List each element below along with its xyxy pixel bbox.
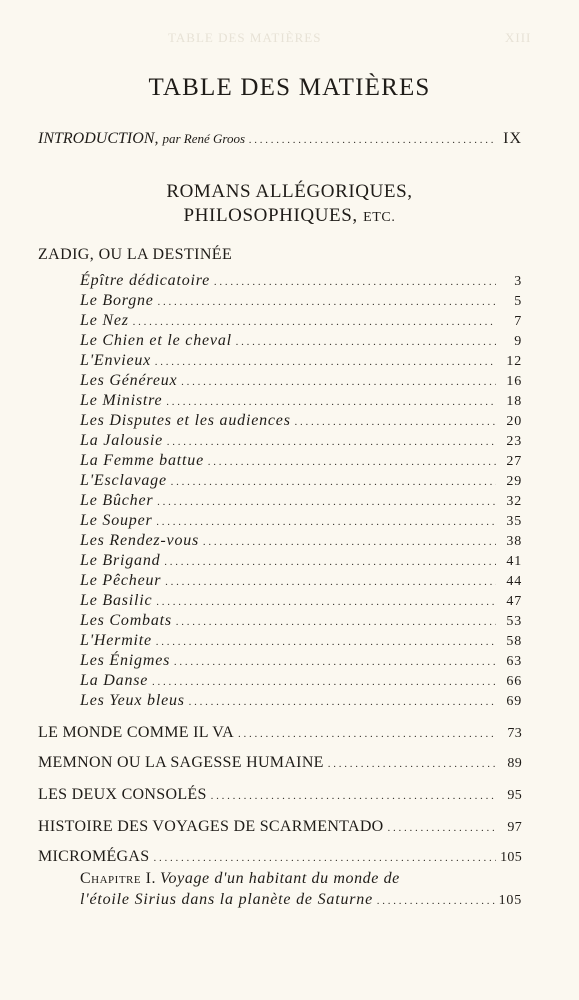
chapter-title: Les Énigmes: [80, 652, 171, 669]
page-number: 89: [507, 756, 522, 771]
toc-entry-chapter: [80, 612, 522, 630]
page-number: 95: [507, 788, 522, 803]
dot-leader: [295, 412, 496, 430]
dot-leader: [164, 552, 496, 570]
page-number: 66: [506, 674, 522, 689]
chapter-number: Chapitre I.: [80, 870, 156, 887]
page-number: 41: [506, 554, 522, 569]
toc-entry-chapter: [80, 392, 522, 410]
dot-leader: [157, 512, 496, 530]
toc-entry-chapter: [80, 632, 522, 650]
page-number: 32: [506, 494, 522, 509]
toc-entry-chapter: [80, 652, 522, 670]
page-number: 9: [514, 334, 522, 349]
dot-leader: [158, 292, 496, 310]
work-title: MEMNON OU LA SAGESSE HUMAINE: [38, 754, 324, 771]
toc-entry-introduction: [38, 130, 522, 148]
chapter-title: Les Généreux: [80, 372, 178, 389]
chapter-title: Le Pêcheur: [80, 572, 162, 589]
page-number: 18: [506, 394, 522, 409]
toc-entry-chapter: [80, 532, 522, 550]
page-title: TABLE DES MATIÈRES: [148, 74, 431, 101]
page-number: IX: [503, 130, 522, 147]
chapter-title: Le Chien et le cheval: [80, 332, 232, 349]
chapter-title: La Jalousie: [80, 432, 164, 449]
dot-leader: [167, 432, 496, 450]
dot-leader: [208, 452, 496, 470]
page-number: 105: [500, 850, 522, 865]
toc-entry-chapter: [80, 312, 522, 330]
toc-entry-work: [38, 754, 522, 772]
page-number: 12: [506, 354, 522, 369]
chapter-title: Le Souper: [80, 512, 153, 529]
chapter-title: Épître dédicatoire: [80, 272, 211, 289]
dot-leader: [176, 612, 496, 630]
page-number: 44: [506, 574, 522, 589]
page-number: 47: [506, 594, 522, 609]
dot-leader: [165, 572, 496, 590]
work-title: MICROMÉGAS: [38, 848, 150, 865]
toc-entry-chapter: [80, 552, 522, 570]
page-number: 73: [507, 726, 522, 741]
page-number: 20: [506, 414, 522, 429]
section-title-line-2-main: PHILOSOPHIQUES,: [183, 205, 358, 226]
dot-leader: [236, 332, 496, 350]
page-number: 63: [506, 654, 522, 669]
toc-entry-chapter: [80, 672, 522, 690]
chapter-title: Le Brigand: [80, 552, 161, 569]
page-number: 58: [506, 634, 522, 649]
dot-leader: [238, 724, 496, 742]
section-title: [0, 180, 579, 230]
introduction-title: INTRODUCTION,: [38, 130, 159, 147]
toc-entry-micromegas-chapter-1: [80, 870, 522, 888]
chapter-title: Le Borgne: [80, 292, 154, 309]
work-heading-zadig: ZADIG, OU LA DESTINÉE: [38, 246, 233, 263]
toc-entry-chapter: [80, 432, 522, 450]
bleed-through-header: [0, 30, 579, 50]
dot-leader: [214, 272, 496, 290]
dot-leader: [153, 848, 496, 866]
dot-leader: [189, 692, 496, 710]
chapter-title: Le Basilic: [80, 592, 153, 609]
chapter-title: Les Yeux bleus: [80, 692, 185, 709]
chapter-title-part-2: l'étoile Sirius dans la planète de Saturne: [80, 891, 373, 908]
toc-entry-chapter: [80, 292, 522, 310]
chapter-title: Le Bûcher: [80, 492, 154, 509]
toc-entry-chapter: [80, 352, 522, 370]
toc-entry-work: [38, 848, 522, 866]
bleed-through-page-number: XIII: [505, 30, 532, 45]
section-title-line-2-small: ETC.: [363, 210, 396, 225]
toc-entry-chapter: [80, 592, 522, 610]
dot-leader: [328, 754, 496, 772]
page-number: 7: [514, 314, 522, 329]
page-number: 35: [506, 514, 522, 529]
toc-entry-work: [38, 818, 522, 836]
toc-entry-chapter: [80, 332, 522, 350]
toc-entry-chapter: [80, 492, 522, 510]
chapter-title: L'Envieux: [80, 352, 152, 369]
dot-leader: [249, 130, 496, 148]
chapter-title-part-1: Voyage d'un habitant du monde de: [159, 870, 400, 887]
bleed-through-title: TABLE DES MATIÈRES: [168, 30, 322, 45]
dot-leader: [171, 472, 496, 490]
dot-leader: [203, 532, 496, 550]
chapter-title: L'Esclavage: [80, 472, 167, 489]
page-number: 3: [514, 274, 522, 289]
chapter-title: Le Nez: [80, 312, 129, 329]
work-title: HISTOIRE DES VOYAGES DE SCARMENTADO: [38, 818, 384, 835]
page-number: 29: [506, 474, 522, 489]
toc-entry-work: [38, 786, 522, 804]
work-title: LE MONDE COMME IL VA: [38, 724, 234, 741]
dot-leader: [157, 492, 496, 510]
chapter-title: Les Combats: [80, 612, 172, 629]
toc-entry-chapter: [80, 272, 522, 290]
page-number: 53: [506, 614, 522, 629]
section-title-line-1: ROMANS ALLÉGORIQUES,: [166, 181, 413, 202]
toc-entry-work: [38, 724, 522, 742]
dot-leader: [152, 672, 496, 690]
page-number: 38: [506, 534, 522, 549]
toc-entry-chapter: [80, 372, 522, 390]
toc-entry-micromegas-chapter-1-line-2: [80, 891, 522, 909]
chapter-title: Les Rendez-vous: [80, 532, 200, 549]
introduction-label: [38, 130, 245, 148]
chapter-title: La Danse: [80, 672, 149, 689]
page-number: 16: [506, 374, 522, 389]
chapter-title-line-1: [80, 870, 522, 888]
page-number: 23: [506, 434, 522, 449]
dot-leader: [156, 592, 496, 610]
page-number: 27: [506, 454, 522, 469]
chapter-title: Le Ministre: [80, 392, 163, 409]
page-number: 69: [506, 694, 522, 709]
dot-leader: [377, 891, 495, 909]
toc-entry-chapter: [80, 452, 522, 470]
dot-leader: [388, 818, 496, 836]
toc-entry-chapter: [80, 512, 522, 530]
dot-leader: [155, 352, 496, 370]
chapter-title: L'Hermite: [80, 632, 152, 649]
dot-leader: [211, 786, 496, 804]
toc-entry-chapter: [80, 692, 522, 710]
chapter-title: Les Disputes et les audiences: [80, 412, 291, 429]
dot-leader: [174, 652, 496, 670]
dot-leader: [181, 372, 496, 390]
dot-leader: [133, 312, 496, 330]
page-number: 105: [498, 893, 522, 908]
dot-leader: [166, 392, 496, 410]
section-title-line-2: [0, 204, 579, 230]
introduction-author: par René Groos: [162, 131, 246, 146]
chapter-title: La Femme battue: [80, 452, 204, 469]
toc-entry-chapter: [80, 412, 522, 430]
page-number: 5: [514, 294, 522, 309]
page-number: 97: [507, 820, 522, 835]
work-title: LES DEUX CONSOLÉS: [38, 786, 207, 803]
toc-entry-chapter: [80, 572, 522, 590]
toc-entry-chapter: [80, 472, 522, 490]
dot-leader: [156, 632, 496, 650]
